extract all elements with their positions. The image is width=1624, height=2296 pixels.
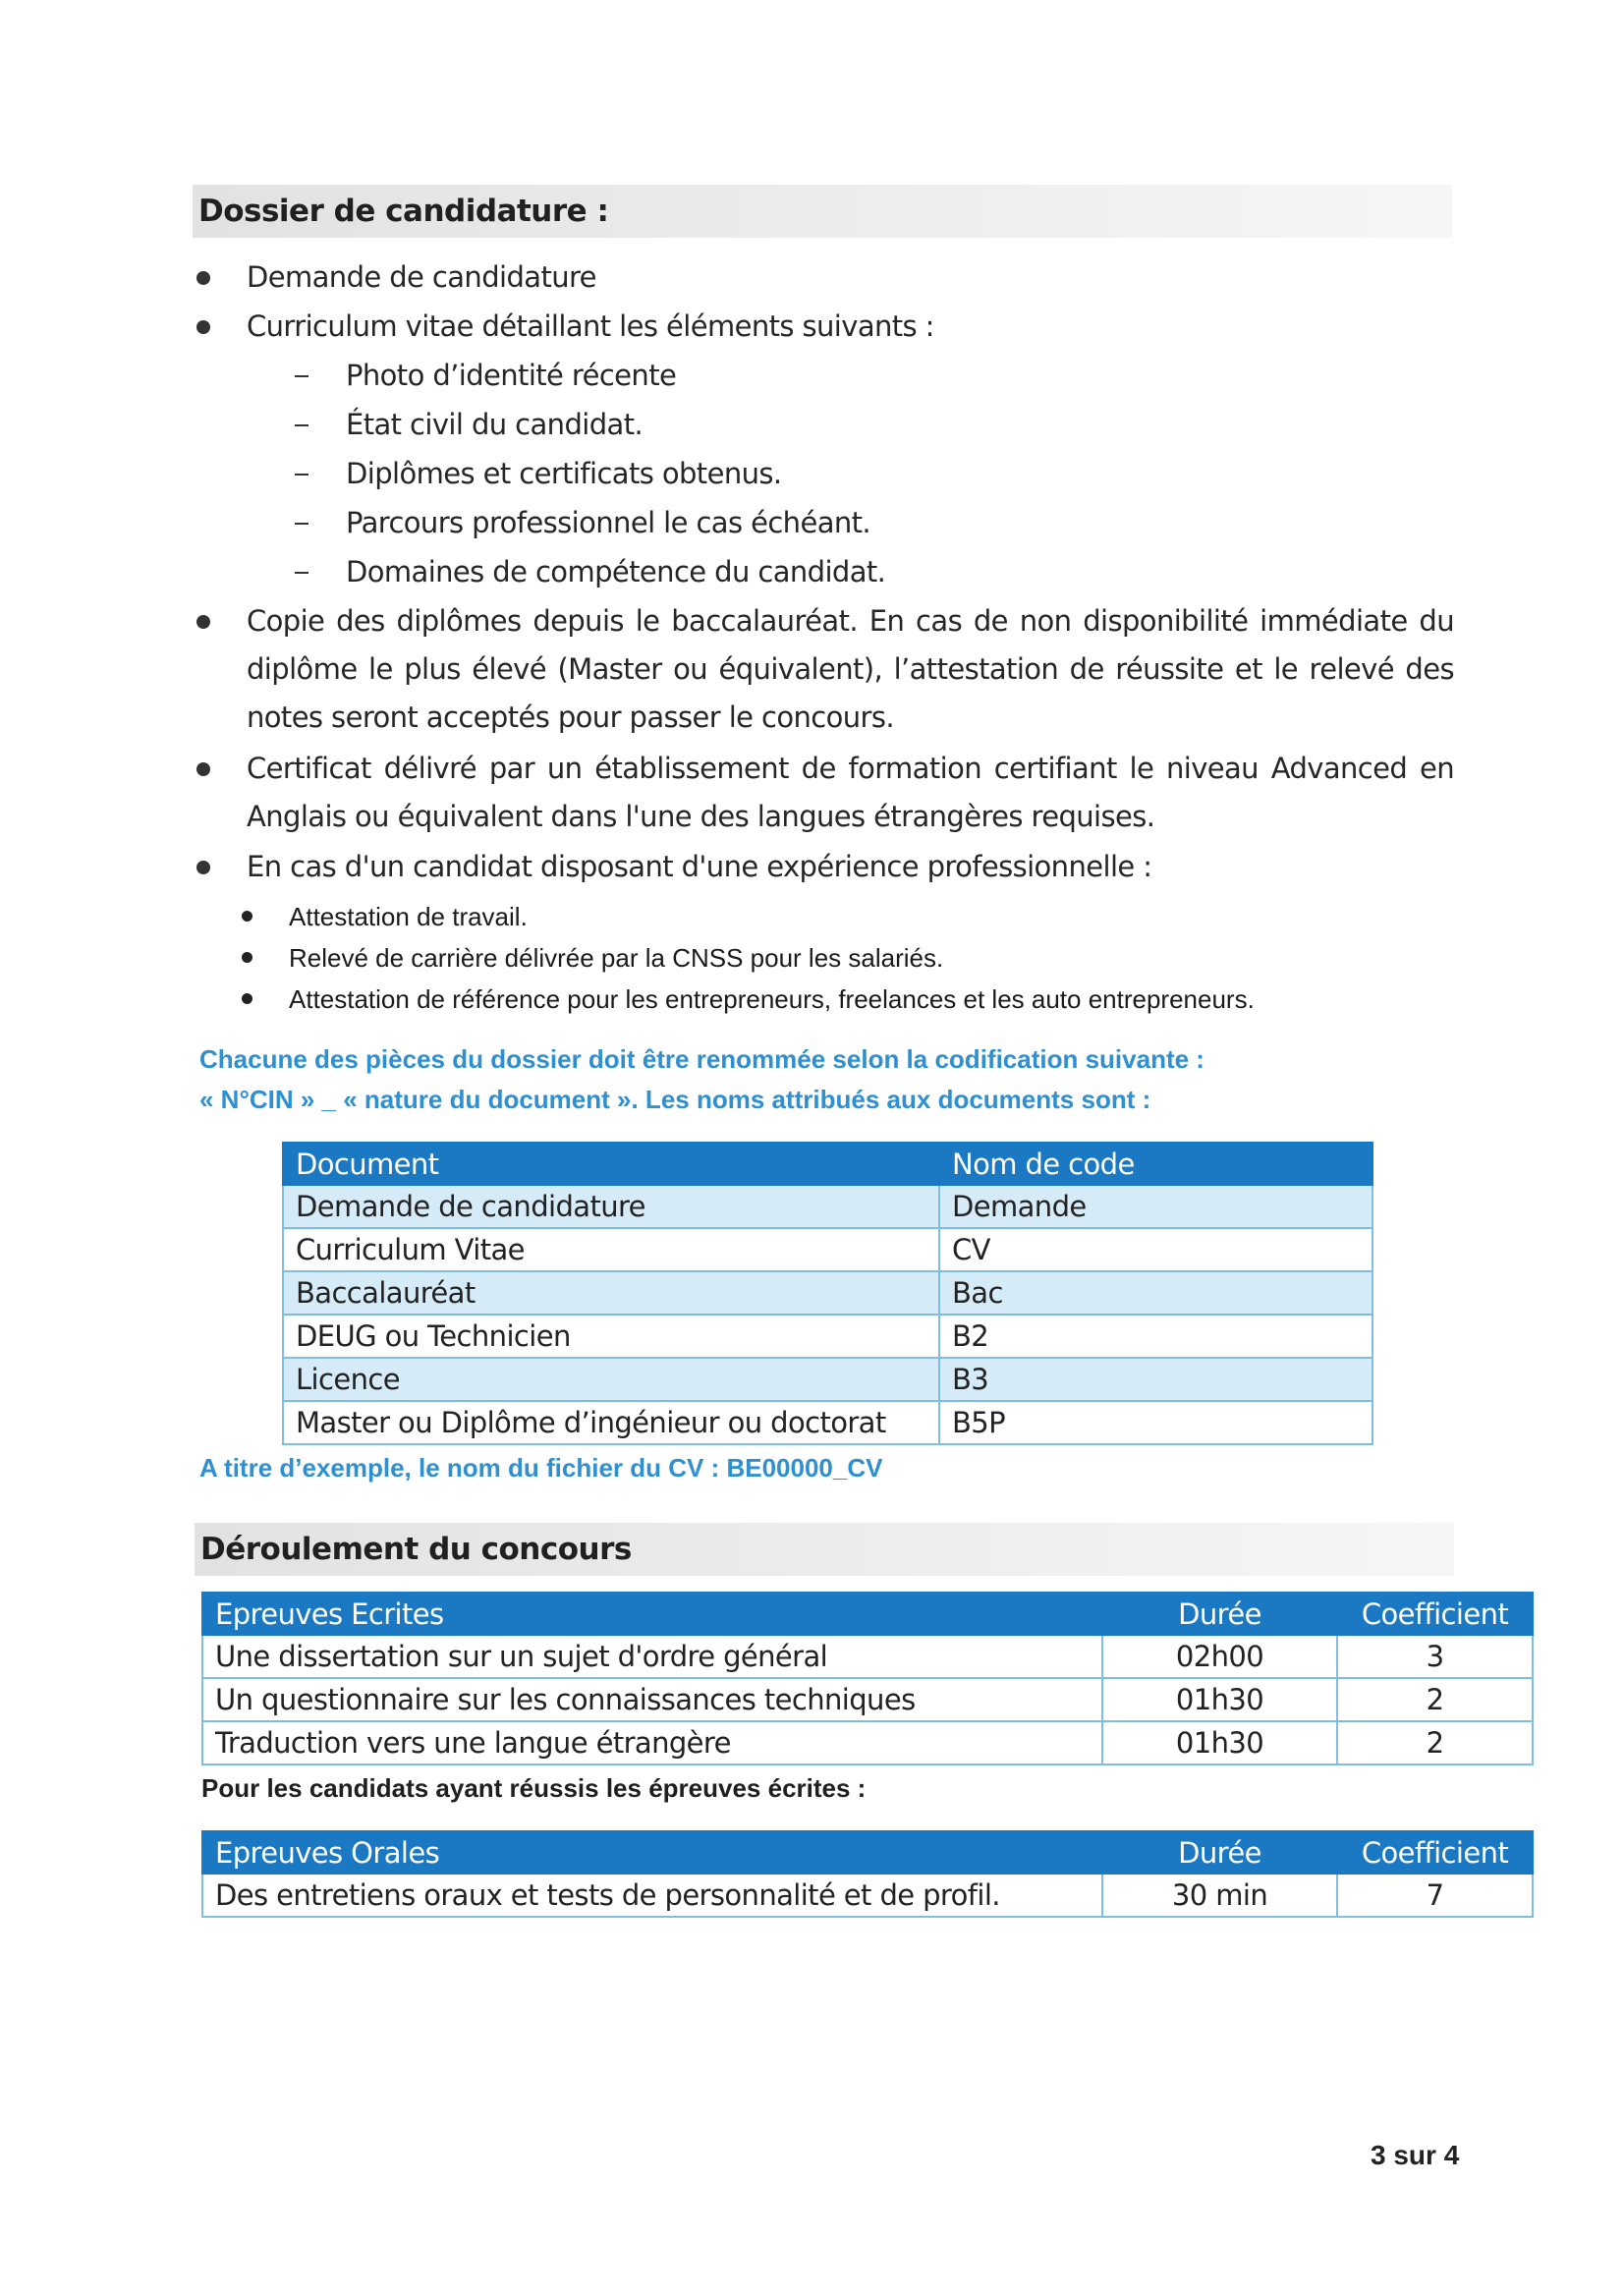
table-cell: Des entretiens oraux et tests de personnalité et de profil. <box>202 1874 1102 1917</box>
table-cell: Licence <box>283 1358 939 1401</box>
table-cell: 2 <box>1337 1678 1533 1721</box>
section-title-dossier: Dossier de candidature : <box>193 185 1452 238</box>
oral-exams-table <box>201 1830 1534 1918</box>
codification-note-line-1: Chacune des pièces du dossier doit être renommée selon la codification suivante : <box>199 1044 1204 1074</box>
table-cell: Une dissertation sur un sujet d'ordre général <box>202 1635 1102 1678</box>
table-cell: B3 <box>939 1358 1372 1401</box>
table-row <box>283 1228 1372 1271</box>
list-item-certificat: Certificat délivré par un établissement de formation certifiant le niveau Advanced en Anglais ou équivalent dans l'une des langues étrangères requises. <box>196 745 1454 843</box>
table-row <box>202 1635 1533 1678</box>
table-cell: Demande de candidature <box>283 1185 939 1228</box>
dash-icon <box>295 523 308 525</box>
page-number: 3 sur 4 <box>1371 2140 1460 2170</box>
table-cell: Baccalauréat <box>283 1271 939 1315</box>
table-cell: 30 min <box>1102 1874 1337 1917</box>
table-row <box>283 1315 1372 1358</box>
table-cell: Curriculum Vitae <box>283 1228 939 1271</box>
table-cell: CV <box>939 1228 1372 1271</box>
table-header-cell: Coefficient <box>1337 1593 1533 1635</box>
table-row <box>202 1678 1533 1721</box>
table-header-cell: Durée <box>1102 1831 1337 1874</box>
table-header-row <box>283 1143 1372 1185</box>
codification-note-line-2: « N°CIN » _ « nature du document ». Les noms attribués aux documents sont : <box>199 1085 1151 1114</box>
bullet-icon <box>196 320 210 334</box>
bullet-icon <box>196 615 210 629</box>
table-header-cell: Document <box>283 1143 939 1185</box>
document-page: Dossier de candidature : Demande de candidature Curriculum vitae détaillant les éléments suivants : Photo d’identité récente État civil du candidat. Diplômes et certificats obtenus. Parcours professionnel le cas échéant. Domaines de compétence du candidat. Copie des diplômes depuis le baccalauréat. En cas de non disponibilité immédiate du diplôme le plus élevé (Master ou équivalent), l’attestation de réussite et le relevé des notes seront acceptés pour passer le concours. Certificat délivré par un établissement de formation certifiant le niveau Advanced en Anglais ou équivalent dans l'une des langues étrangères requises. En cas d'un candidat disposant d'une expérience professionnelle : Attestation de travail. Relevé de carrière délivrée par la CNSS pour les salariés. Attestation de référence pour les entrepreneurs, freelances et les auto entrepreneurs. Chacune des pièces du dossier doit être renommée selon la codification suivante : « N°CIN » _ « nature du document ». Les noms attribués aux documents sont : Document Nom de code Demande de candidature Demande Curriculum Vitae CV Baccalauréat Bac DEUG ou Technicien B2 Licence B3 Master ou Diplôme d’ingénieur ou doctorat B5P A titre d’exemple, le nom du fichier du CV : BE00000_CV Déroulement du concours Epreuves Ecrites Durée Coefficient Une dissertation sur un sujet d'ordre général 02h00 3 Un questionnaire sur les connaissances techniques 01h30 2 Traduction vers une langue étrangère 01h30 2 Pour les candidats ayant réussis les épreuves écrites : Epreuves Orales Durée Coefficient Des entretiens oraux et tests de personnalité et de profil. 30 min 7 3 sur 4 <box>0 0 1624 2296</box>
dash-icon <box>295 474 308 476</box>
table-cell: Bac <box>939 1271 1372 1315</box>
table-row <box>202 1874 1533 1917</box>
table-row <box>283 1401 1372 1444</box>
table-cell: 02h00 <box>1102 1635 1337 1678</box>
table-cell: 7 <box>1337 1874 1533 1917</box>
table-row <box>283 1185 1372 1228</box>
dash-icon <box>295 424 308 426</box>
table-row <box>283 1358 1372 1401</box>
table-cell: DEUG ou Technicien <box>283 1315 939 1358</box>
table-header-cell: Coefficient <box>1337 1831 1533 1874</box>
table-header-cell: Epreuves Ecrites <box>202 1593 1102 1635</box>
example-note: A titre d’exemple, le nom du fichier du CV : BE00000_CV <box>199 1453 883 1483</box>
table-cell: Demande <box>939 1185 1372 1228</box>
table-header-row <box>202 1593 1533 1635</box>
table-cell: 01h30 <box>1102 1678 1337 1721</box>
bullet-icon <box>196 271 210 285</box>
dash-icon <box>295 572 308 574</box>
table-cell: 3 <box>1337 1635 1533 1678</box>
table-header-cell: Durée <box>1102 1593 1337 1635</box>
section-title-concours: Déroulement du concours <box>195 1523 1454 1576</box>
table-row <box>283 1271 1372 1315</box>
oral-intro-note: Pour les candidats ayant réussis les épreuves écrites : <box>201 1773 867 1803</box>
bullet-icon <box>242 911 252 922</box>
dash-icon <box>295 375 308 377</box>
table-cell: Master ou Diplôme d’ingénieur ou doctorat <box>283 1401 939 1444</box>
table-header-cell: Epreuves Orales <box>202 1831 1102 1874</box>
table-header-cell: Nom de code <box>939 1143 1372 1185</box>
table-header-row <box>202 1831 1533 1874</box>
table-row <box>202 1721 1533 1764</box>
bullet-icon <box>242 993 252 1004</box>
bullet-icon <box>242 952 252 963</box>
list-item-diplomes: Copie des diplômes depuis le baccalauréat. En cas de non disponibilité immédiate du diplôme le plus élevé (Master ou équivalent), l’attestation de réussite et le relevé des notes seront acceptés pour passer le concours. <box>196 597 1454 745</box>
documents-table <box>282 1142 1373 1445</box>
table-cell: Un questionnaire sur les connaissances techniques <box>202 1678 1102 1721</box>
table-cell: B2 <box>939 1315 1372 1358</box>
bullet-icon <box>196 762 210 776</box>
bullet-icon <box>196 861 210 874</box>
table-cell: 2 <box>1337 1721 1533 1764</box>
table-cell: B5P <box>939 1401 1372 1444</box>
written-exams-table <box>201 1592 1534 1765</box>
table-cell: 01h30 <box>1102 1721 1337 1764</box>
table-cell: Traduction vers une langue étrangère <box>202 1721 1102 1764</box>
